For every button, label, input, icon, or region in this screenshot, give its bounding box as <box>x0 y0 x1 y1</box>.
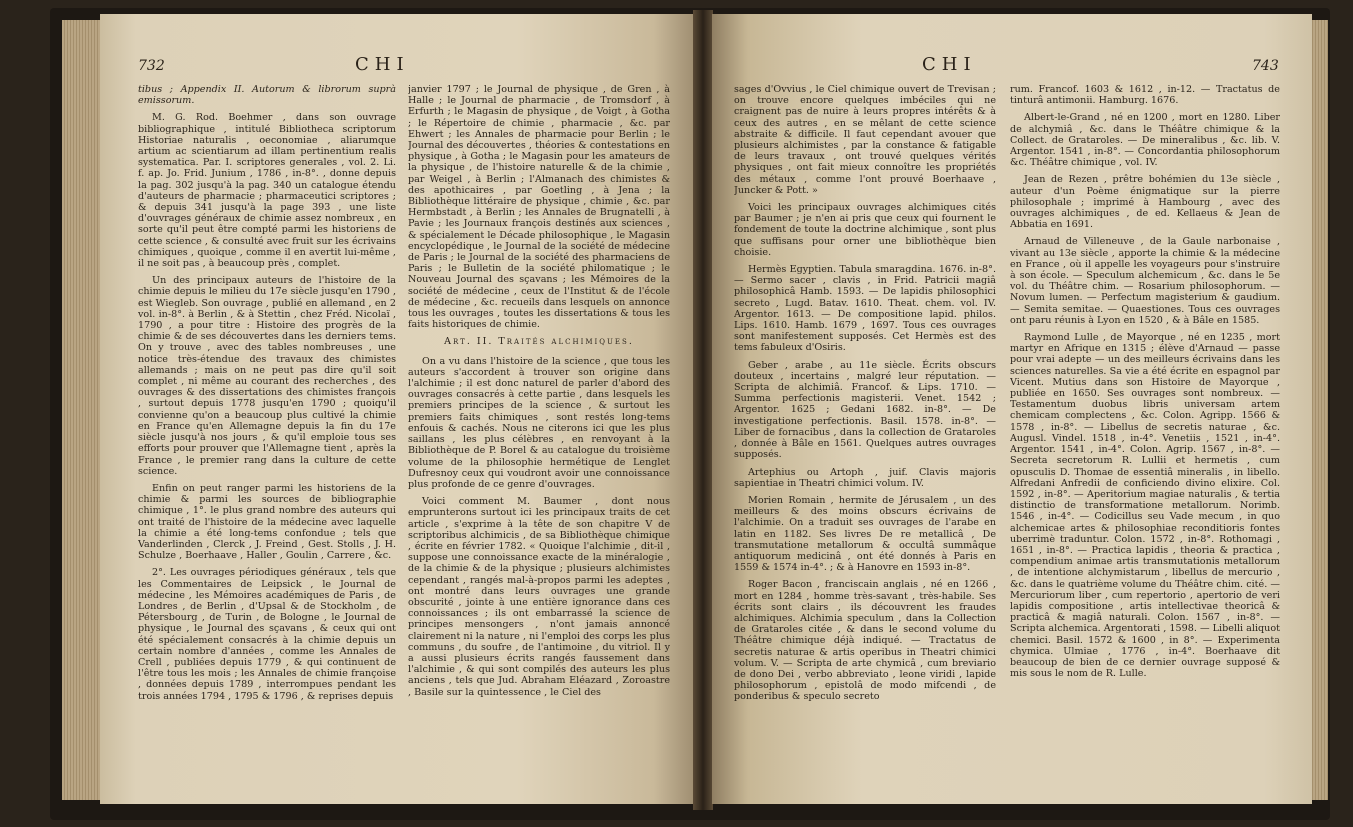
left-page-edges <box>62 20 102 800</box>
paragraph: Voici les principaux ouvrages alchimiques cités par Baumer ; je n'en ai pris que ceux qui fournent le fondement de toute la doctrine alchimique , sont plus que suffisans pour orner une bibliothèque bien choisie. <box>734 202 996 258</box>
book-gutter <box>693 10 713 810</box>
paragraph: Jean de Rezen , prêtre bohémien du 13e siècle , auteur d'un Poème énigmatique sur la pierre philosophale ; imprimé à Hambourg , avec des ouvrages alchimiques , de ed. Kellaeus & Jean de Abbatia en 1691. <box>1010 174 1280 231</box>
right-running-head: CHI <box>922 54 977 75</box>
right-page-number: 743 <box>1252 58 1279 74</box>
paragraph: Artephius ou Artoph , juif. Clavis majoris sapientiae in Theatri chimici volum. IV. <box>734 466 996 489</box>
paragraph: Morien Romain , hermite de Jérusalem , un des meilleurs & des moins obscurs écrivains de l'alchimie. On a traduit ses ouvrages de l'arabe en latin en 1182. Ses livres De re metallicâ , De transmutatione metallorum & occultâ summâque antiquorum medicinâ , ont été donnés à Paris en 1559 & 1574 in-4°. ; & à Hanovre en 1593 in-8°. <box>734 494 996 574</box>
paragraph: Roger Bacon , franciscain anglais , né en 1266 , mort en 1284 , homme très-savant , très-habile. Ses écrits sont clairs , ils découvrent les fraudes alchimiques. Alchimia speculum , dans la Collection de Grataroles citée , & dans le second volume du Théâtre chimique déjà indiqué. — Tractatus de secretis naturae & artis operibus in Theatri chimici volum. V. — Scripta de arte chymicâ , cum breviario de dono Dei , verbo abbreviato , leone viridi , lapide philosophorum , epistolâ de modo mifcendi , de ponderibus & speculo secreto <box>734 579 996 703</box>
left-column-1 <box>138 84 396 784</box>
paragraph: Albert-le-Grand , né en 1200 , mort en 1280. Liber de alchymiâ , &c. dans le Théâtre chimique & la Collect. de Grataroles. — De mineralibus , &c. lib. V. Argentor. 1541 , in-8°. — Concordantia philosophorum &c. Théâtre chimique , vol. IV. <box>1010 112 1280 169</box>
paragraph: rum. Francof. 1603 & 1612 , in-12. — Tractatus de tinturâ antimonii. Hamburg. 1676. <box>1010 84 1280 107</box>
paragraph: Enfin on peut ranger parmi les historiens de la chimie & parmi les sources de bibliographie chimique , 1°. le plus grand nombre des auteurs qui ont traité de l'histoire de la médecine avec laquelle la chimie a été long-tems confondue ; tels que Vanderlinden , Clerck , J. Freind , Gest. Stolls , J. H. Schulze , Boerhaave , Haller , Goulin , Carrere , &c. <box>138 482 396 562</box>
paragraph: On a vu dans l'histoire de la science , que tous les auteurs s'accordent à trouver son origine dans l'alchimie ; il est donc naturel de parler d'abord des ouvrages consacrés à cette partie , dans lesquels les premiers principes de la science , & surtout les premiers faits chimiques , sont restés long-tems enfouis & cachés. Nous ne citerons ici que les plus saillans , les plus célèbres , en renvoyant à la Bibliothèque de P. Borel & au catalogue du troisième volume de la philosophie hermétique de Lenglet Dufresnoy ceux qui voudront avoir une connoissance plus profonde de ce genre d'ouvrages. <box>408 355 670 490</box>
paragraph: Raymond Lulle , de Mayorque , né en 1235 , mort martyr en Afrique en 1315 ; élève d'Arnaud — passe pour vrai adepte — un des meilleurs écrivains dans les sciences naturelles. Sa vie a été écrite en espagnol par Vicent. Mutius dans son Histoire de Mayorque , publiée en 1650. Ses ouvrages sont nombreux. — Testamentum duobus libris universam artem chemicam complectens , &c. Colon. Agripp. 1566 & 1578 , in-8°. — Libellus de secretis naturae , &c. Augusl. Vindel. 1518 , in-4°. Venetiis , 1521 , in-4°. Argentor. 1541 , in-4°. Colon. Agrip. 1567 , in-8°. — Secreta secretorum R. Lullii et hermetis , cum opusculis D. Thomae de essentiâ mineralis , in libello. Alfredani Anfredii de conficiendo divino elixire. Col. 1592 , in-8°. — Aperitorium magiae naturalis , & tertia distinctio de transformatione metallorum. Norimb. 1546 , in-4°. — Codicillus seu Vade mecum , in quo alchemicae artes & philosophiae reconditioris fontes uberrimè traduntur. Colon. 1572 , in-8°. Rothomagi , 1651 , in-8°. — Practica lapidis , theoria & practica , compendium animae artis transmutationis metallorum , de intentione alchymistarum , libellus de mercurio , &c. dans le quatrième volume du Théâtre chim. cité. — Mercuriorum liber , cum repertorio , apertorio de veri lapidis compositione , artis intellectivae theoricâ & practicâ & magiâ naturali. Colon. 1567 , in-8°. — Scripta alchemica. Argentorati , 1598. — Libelli aliquot chemici. Basil. 1572 & 1600 , in 8°. — Experimenta chymica. Ulmiae , 1776 , in-4°. Boerhaave dit beaucoup de bien de ce dernier ouvrage supposé & mis sous le nom de R. Lulle. <box>1010 332 1280 680</box>
paragraph: 2°. Les ouvrages périodiques généraux , tels que les Commentaires de Leipsick , le Journal de médecine , les Mémoires académiques de Paris , de Londres , de Berlin , d'Upsal & de Stockholm , de Pétersbourg , de Turin , de Bologne , le Journal de physique , le Journal des sçavans , & ceux qui ont été spécialement consacrés à la chimie depuis un certain nombre d'années , comme les Annales de Crell , publiées depuis 1779 , & qui continuent de l'être tous les mois ; les Annales de chimie françoise , données depuis 1789 , interrompues pendant les trois années 1794 , 1795 & 1796 , & reprises depuis <box>138 567 396 702</box>
paragraph: sages d'Ovvius , le Ciel chimique ouvert de Trevisan ; on trouve encore quelques imbéciles qui ne craignent pas de nuire à leurs propres intérêts & à ceux des autres , en se mêlant de cette science abstraite & difficile. Il faut cependant avouer que plusieurs alchimistes , par la constance & fatigable de leurs travaux , ont trouvé quelques vérités physiques , ont fait mieux connoître les propriétés des métaux , comme l'ont prouvé Boerhaave , Juncker & Pott. » <box>734 84 996 196</box>
paragraph: M. G. Rod. Boehmer , dans son ouvrage bibliographique , intitulé Bibliotheca scriptorum Historiae naturalis , oeconomiae , aliarumque artium ac scientiarum ad illam pertinentium realis systematica. Par. I. scriptores generales , vol. 2. Li. f. ap. Jo. Frid. Junium , 1786 , in-8°. , donne depuis la pag. 302 jusqu'à la pag. 340 un catalogue étendu d'auteurs de pharmacie ; pharmaceutici scriptores ; & depuis 341 jusqu'à la page 393 , une liste d'ouvrages généraux de chimie assez nombreux , en sorte qu'il peut être compté parmi les historiens de cette science , & consulté avec fruit sur les écrivains chimiques , quoique , comme il en avertit lui-même , il ne soit pas , à beaucoup près , complet. <box>138 112 396 270</box>
left-page-number: 732 <box>138 58 165 74</box>
paragraph: Un des principaux auteurs de l'histoire de la chimie depuis le milieu du 17e siècle jusqu'en 1790 , est Wiegleb. Son ouvrage , publié en allemand , en 2 vol. in-8°. à Berlin , & à Stettin , chez Fréd. Nicolaï , 1790 , a pour titre : Histoire des progrès de la chimie & de ses découvertes dans les derniers tems. On y trouve , avec des tables nombreuses , une notice très-étendue des travaux des chimistes allemands ; mais on ne peut pas dire qu'il soit complet , ni même au courant des recherches , des ouvrages & des dissertations des chimistes françois , surtout depuis 1778 jusqu'en 1790 ; quoiqu'il convienne qu'on a beaucoup plus cultivé la chimie en France qu'en Allemagne depuis la fin du 17e siècle jusqu'à nos jours , & qu'il emploie tous ses efforts pour prouver que l'Allemagne tient , après la France , le premier rang dans la culture de cette science. <box>138 275 396 477</box>
left-running-head: CHI <box>355 54 410 75</box>
paragraph: Voici comment M. Baumer , dont nous emprunterons surtout ici les principaux traits de cet article , s'exprime à la tête de son chapitre V de scriptoribus alchimicis , de sa Bibliothèque chimique , écrite en février 1782. « Quoique l'alchimie , dit-il , suppose une connoissance exacte de la minéralogie , de la chimie & de la physique ; plusieurs alchimistes cependant , rangés mal-à-propos parmi les adeptes , ont montré dans leurs ouvrages une grande obscurité , jointe à une entière ignorance dans ces connoissances ; ils ont embarrassé la science de principes mensongers , n'ont jamais annoncé clairement ni la nature , ni l'emploi des corps les plus communs , du soufre , de l'antimoine , du vitriol. Il y a aussi plusieurs écrits rangés faussement dans l'alchimie , & qui sont compilés des auteurs les plus anciens , tels que Jud. Abraham Eléazard , Zoroastre , Basile sur la quintessence , le Ciel des <box>408 496 670 698</box>
right-page-edges <box>1310 20 1328 800</box>
left-column-2 <box>408 84 670 784</box>
right-column-2 <box>1010 84 1280 784</box>
paragraph: Hermès Egyptien. Tabula smaragdina. 1676. in-8°. — Sermo sacer , clavis , in Frid. Patricii magiâ philosophicâ Hamb. 1593. — De lapidis philosophici secreto , Lugd. Batav. 1610. Theat. chem. vol. IV. Argentor. 1613. — De compositione lapid. philos. Lips. 1610. Hamb. 1679 , 1697. Tous ces ouvrages sont manifestement supposés. Cet Hermès est des tems fabuleux d'Osiris. <box>734 264 996 354</box>
right-column-1 <box>734 84 996 784</box>
left-page <box>100 14 695 804</box>
right-page <box>712 14 1312 804</box>
paragraph: Geber , arabe , au 11e siècle. Écrits obscurs douteux , incertains , malgré leur réputation. — Scripta de alchimiâ. Francof. & Lips. 1710. — Summa perfectionis magisterii. Venet. 1542 ; Argentor. 1625 ; Gedani 1682. in-8°. — De investigatione perfectionis. Basil. 1578. in-8°. — Liber de fornacibus , dans la collection de Grataroles , donnée à Bâle en 1561. Quelques autres ouvrages supposés. <box>734 359 996 461</box>
paragraph: tibus ; Appendix II. Autorum & librorum suprà emissorum. <box>138 84 396 107</box>
section-title: Art. II. Traités alchimiques. <box>444 336 634 348</box>
paragraph: janvier 1797 ; le Journal de physique , de Gren , à Halle ; le Journal de pharmacie , de Tromsdorf , à Erfurth ; le Magasin de physique , de Voigt , à Gotha ; le Répertoire de chimie , pharmacie , &c. par Ehwert ; les Annales de pharmacie pour Berlin ; le Journal des découvertes , théories & contestations en physique , à Gotha ; le Magasin pour les amateurs de la physique , de l'histoire naturelle & de la chimie , par Weigel , à Berlin ; l'Almanach des chimistes & des apothicaires , par Goetling , à Jena ; la Bibliothèque littéraire de physique , chimie , &c. par Hermbstadt , à Berlin ; les Annales de Brugnatelli , à Pavie ; les Journaux françois destinés aux sciences , & spécialement le Décade philosophique , le Magasin encyclopédique , le Journal de la société de médecine de Paris ; le Journal de la société des pharmaciens de Paris ; le Bulletin de la société philomatique ; le Nouveau Journal des sçavans ; les Mémoires de la société de médecine , ceux de l'Institut & de l'école de médecine , &c. recueils dans lesquels on annonce tous les ouvrages , toutes les dissertations & tous les faits historiques de chimie. <box>408 84 670 331</box>
paragraph: Arnaud de Villeneuve , de la Gaule narbonaise , vivant au 13e siècle , apporte la chimie & la médecine en France , où il appelle les voyageurs pour s'instruire à son école. — Speculum alchemicum , &c. dans le 5e vol. du Théâtre chim. — Rosarium philosophorum. — Novum lumen. — Perfectum magisterium & gaudium. — Semita semitae. — Quaestiones. Tous ces ouvrages ont paru réunis à Lyon en 1520 , & à Bâle en 1585. <box>1010 236 1280 326</box>
